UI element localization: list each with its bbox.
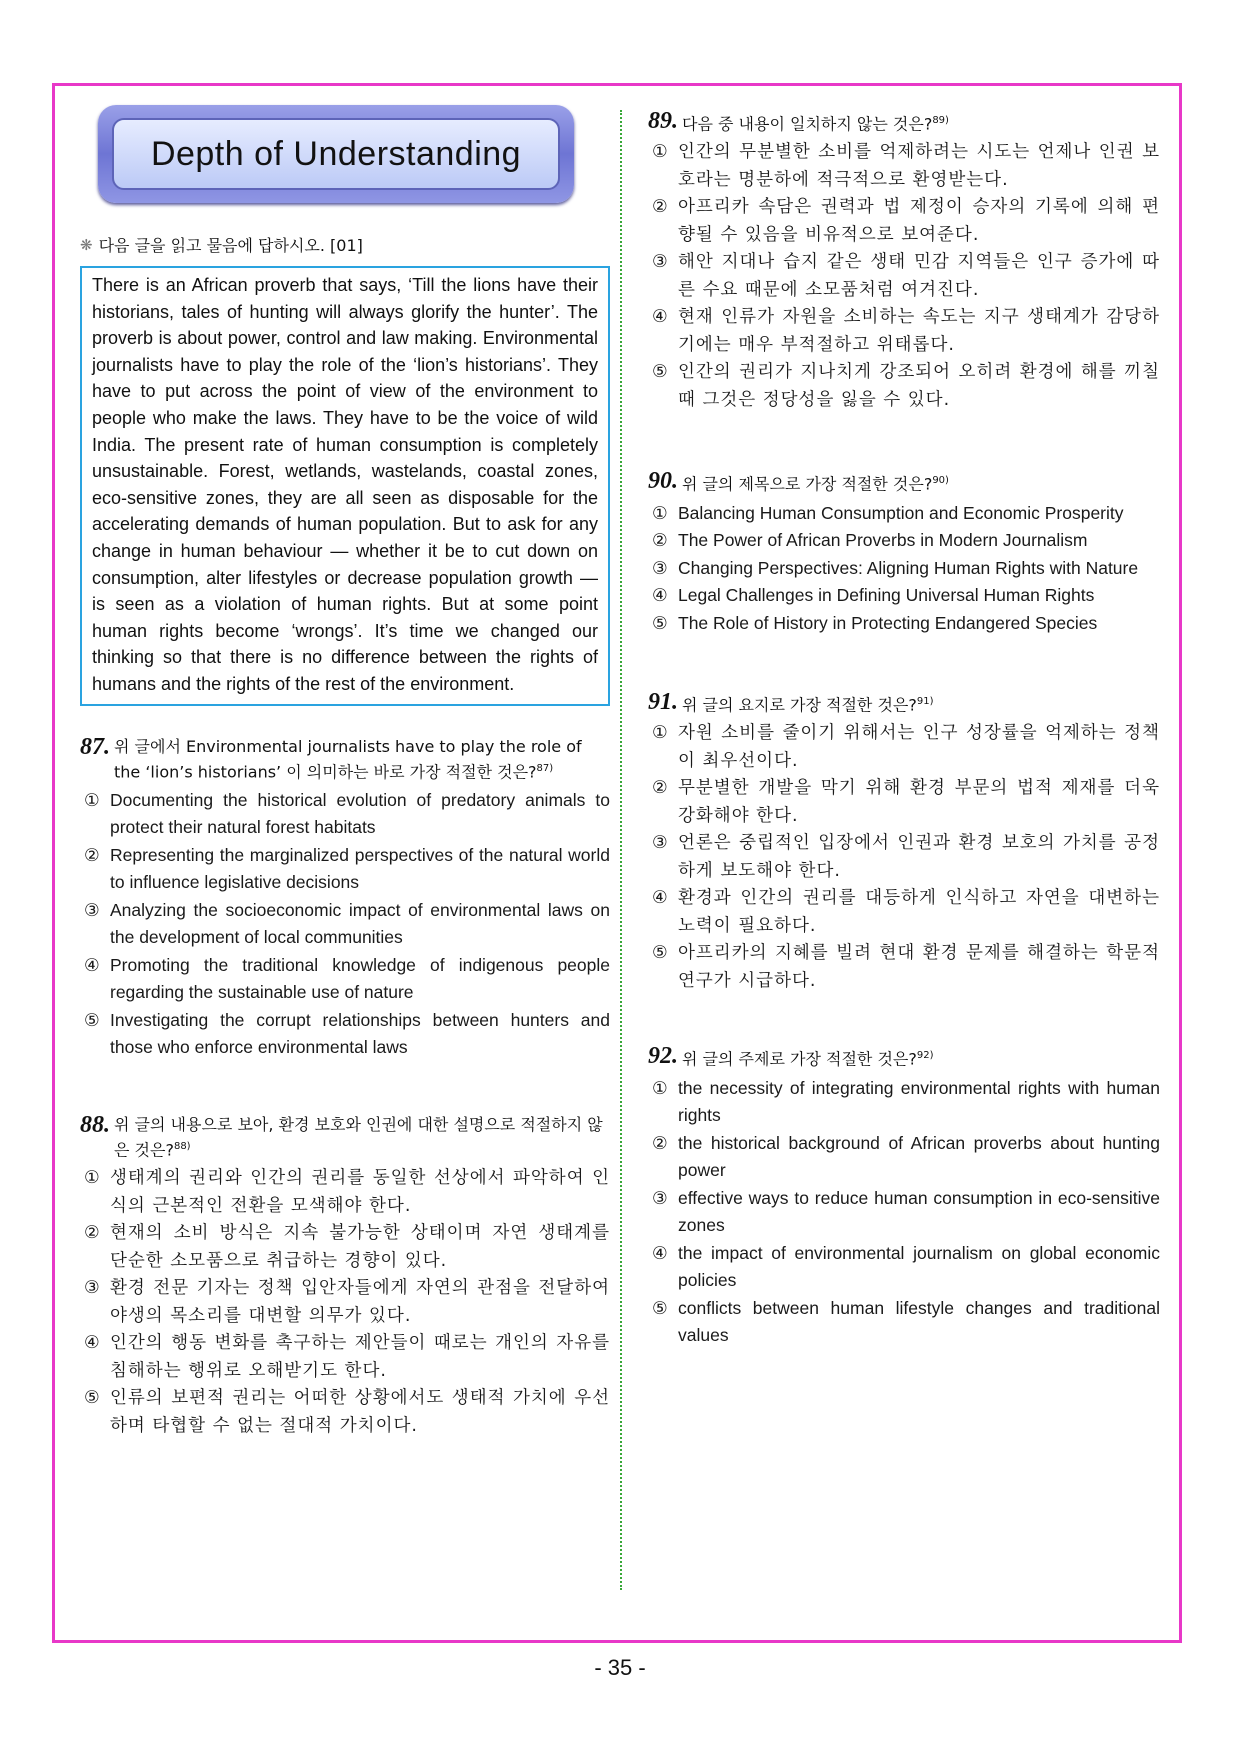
question-text: 다음 중 내용이 일치하지 않는 것은?$^{89)}$	[682, 114, 949, 134]
section-title-badge	[98, 105, 574, 203]
section-title-inner	[112, 118, 560, 190]
option-1[interactable]: ① Documenting the historical evolution of predatory animals to protect their natural forest habitats	[84, 789, 610, 838]
option-5[interactable]: ⑤ conflicts between human lifestyle changes and traditional values	[652, 1297, 1160, 1346]
question-91	[648, 691, 1160, 995]
question-text: 위 글에서 Environmental journalists have to play the role of the ‘lion’s historians’ 이 의미하는 바로 가장 적절한 것은?$^{87)}$	[114, 736, 582, 781]
question-number: 92.	[648, 1043, 678, 1070]
option-4[interactable]: ④ 환경과 인간의 권리를 대등하게 인식하고 자연을 대변하는 노력이 필요하다.	[652, 888, 1160, 936]
option-2[interactable]: ② The Power of African Proverbs in Modern Journalism	[652, 530, 1088, 551]
option-list	[648, 139, 1160, 414]
question-89	[648, 110, 1160, 414]
option-5[interactable]: ⑤ 인류의 보편적 권리는 어떠한 상황에서도 생태적 가치에 우선하며 타협할 수 없는 절대적 가치이다.	[84, 1388, 610, 1436]
question-92	[648, 1045, 1160, 1349]
question-number: 90.	[648, 468, 678, 495]
option-1[interactable]: ① 자원 소비를 줄이기 위해서는 인구 성장률을 억제하는 정책이 최우선이다.	[652, 723, 1160, 771]
option-2[interactable]: ② 아프리카 속담은 권력과 법 제정이 승자의 기록에 의해 편향될 수 있음을 비유적으로 보여준다.	[652, 197, 1160, 245]
option-1[interactable]: ① Balancing Human Consumption and Economic Prosperity	[652, 502, 1124, 523]
option-2[interactable]: ② 무분별한 개발을 막기 위해 환경 부문의 법적 제재를 더욱 강화해야 한다.	[652, 778, 1160, 826]
option-4[interactable]: ④ the impact of environmental journalism on global economic policies	[652, 1242, 1160, 1291]
instruction	[80, 233, 610, 256]
option-5[interactable]: ⑤ 인간의 권리가 지나치게 강조되어 오히려 환경에 해를 끼칠 때 그것은 정당성을 잃을 수 있다.	[652, 362, 1160, 410]
flower-icon: ❋	[80, 235, 93, 254]
section-title: Depth of Understanding	[150, 134, 522, 173]
option-3[interactable]: ③ 언론은 중립적인 입장에서 인권과 환경 보호의 가치를 공정하게 보도해야 한다.	[652, 833, 1160, 881]
instruction-text: 다음 글을 읽고 물음에 답하시오. [01]	[98, 236, 363, 255]
question-text: 위 글의 제목으로 가장 적절한 것은?$^{90)}$	[682, 474, 949, 494]
question-90	[648, 470, 1160, 637]
option-1[interactable]: ① 생태계의 권리와 인간의 권리를 동일한 선상에서 파악하여 인식의 근본적인 전환을 모색해야 한다.	[84, 1168, 610, 1216]
question-88	[80, 1111, 610, 1440]
option-5[interactable]: ⑤ 아프리카의 지혜를 빌려 현대 환경 문제를 해결하는 학문적 연구가 시급하다.	[652, 943, 1160, 991]
option-5[interactable]: ⑤ The Role of History in Protecting Endangered Species	[652, 612, 1098, 633]
option-4[interactable]: ④ Promoting the traditional knowledge of indigenous people regarding the sustainable use of nature	[84, 954, 610, 1003]
question-number: 89.	[648, 108, 678, 134]
question-number: 88.	[80, 1111, 110, 1138]
question-number: 91.	[648, 689, 678, 716]
question-number: 87.	[80, 733, 110, 760]
option-3[interactable]: ③ effective ways to reduce human consumption in eco-sensitive zones	[652, 1187, 1160, 1236]
option-1[interactable]: ① the necessity of integrating environmental rights with human rights	[652, 1077, 1160, 1126]
option-1[interactable]: ① 인간의 무분별한 소비를 억제하려는 시도는 언제나 인권 보호라는 명분하에 적극적으로 환영받는다.	[652, 142, 1160, 190]
option-list	[648, 500, 1160, 638]
question-text: 위 글의 내용으로 보아, 환경 보호와 인권에 대한 설명으로 적절하지 않은 것은?$^{88)}$	[114, 1114, 603, 1160]
option-3[interactable]: ③ Changing Perspectives: Aligning Human Rights with Nature	[652, 557, 1139, 578]
reading-passage: There is an African proverb that says, ‘Till the lions have their historians, tales of hunting will always glorify the hunter’. The proverb is about power, control and law making. Environmental journalists have to play the role of the ‘lion’s historians’. They have to put across the point of view of the environment to people who make the laws. They have to be the voice of wild India. The present rate of human consumption is completely unsustainable. Forest, wetlands, wastelands, coastal zones, eco-sensitive zones, they are all seen as disposable for the accelerating demands of human population. But to ask for any change in human behaviour — whether it be to cut down on consumption, alter lifestyles or decrease population growth — is seen as a violation of human rights. But at some point human rights become ‘wrongs’. It’s time we changed our thinking so that there is no difference between the rights of humans and the rights of the rest of the environment.	[80, 266, 610, 706]
option-3[interactable]: ③ 환경 전문 기자는 정책 입안자들에게 자연의 관점을 전달하여 야생의 목소리를 대변할 의무가 있다.	[84, 1278, 610, 1326]
option-3[interactable]: ③ Analyzing the socioeconomic impact of environmental laws on the development of local communities	[84, 899, 610, 948]
question-text: 위 글의 주제로 가장 적절한 것은?$^{92)}$	[682, 1049, 934, 1069]
page-number: - 35 -	[594, 1655, 646, 1680]
question-text: 위 글의 요지로 가장 적절한 것은?$^{91)}$	[682, 695, 934, 715]
option-4[interactable]: ④ 인간의 행동 변화를 촉구하는 제안들이 때로는 개인의 자유를 침해하는 행위로 오해받기도 한다.	[84, 1333, 610, 1381]
option-list	[648, 1075, 1160, 1350]
option-list	[80, 1165, 610, 1440]
column-divider	[620, 110, 622, 1590]
option-2[interactable]: ② the historical background of African proverbs about hunting power	[652, 1132, 1160, 1181]
option-2[interactable]: ② 현재의 소비 방식은 지속 불가능한 상태이며 자연 생태계를 단순한 소모품으로 취급하는 경향이 있다.	[84, 1223, 610, 1271]
option-list	[648, 720, 1160, 995]
option-5[interactable]: ⑤ Investigating the corrupt relationships between hunters and those who enforce environmental laws	[84, 1009, 610, 1058]
option-2[interactable]: ② Representing the marginalized perspectives of the natural world to influence legislative decisions	[84, 844, 610, 893]
left-column	[80, 105, 610, 1440]
option-3[interactable]: ③ 해안 지대나 습지 같은 생태 민감 지역들은 인구 증가에 따른 수요 때문에 소모품처럼 여겨진다.	[652, 252, 1160, 300]
option-4[interactable]: ④ 현재 인류가 자원을 소비하는 속도는 지구 생태계가 감당하기에는 매우 부적절하고 위태롭다.	[652, 307, 1160, 355]
right-column	[648, 110, 1160, 1350]
question-87	[80, 733, 610, 1062]
option-list	[80, 787, 610, 1062]
option-4[interactable]: ④ Legal Challenges in Defining Universal Human Rights	[652, 585, 1095, 606]
